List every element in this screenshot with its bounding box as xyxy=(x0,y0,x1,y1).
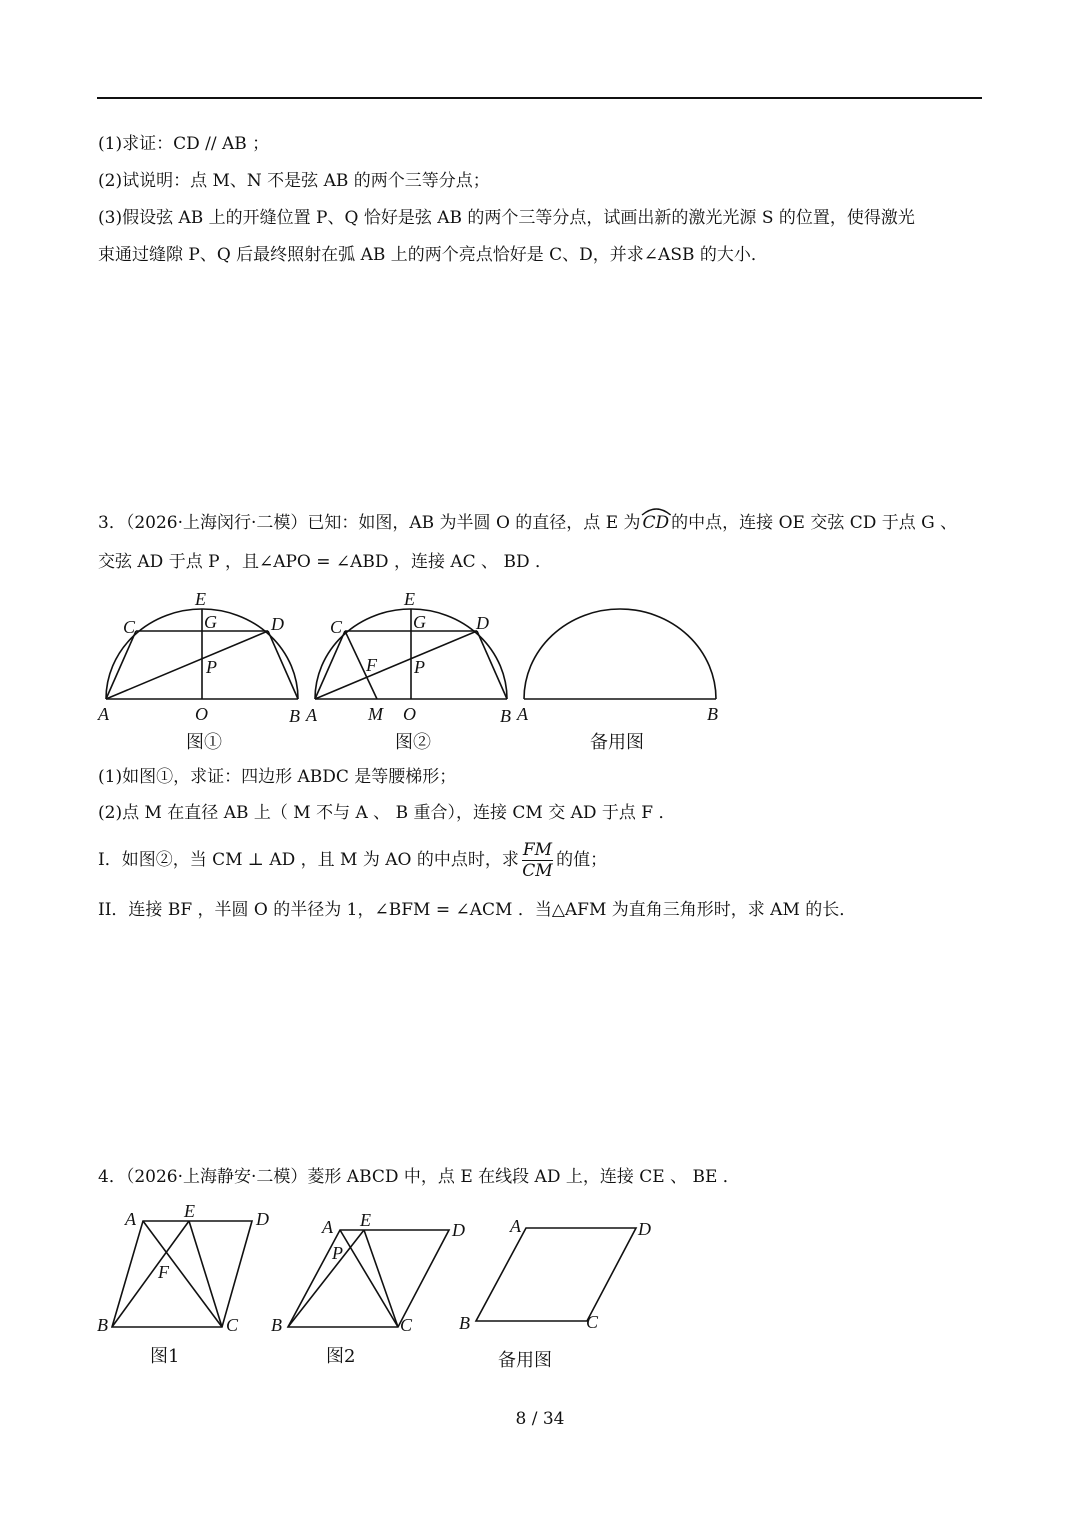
label-C: C xyxy=(330,617,343,637)
label-O: O xyxy=(403,704,416,724)
q3-line2: 交弦 AD 于点 P ，且∠APO = ∠ABD ，连接 AC 、 BD ． xyxy=(98,552,552,572)
q3-part-I xyxy=(98,840,607,881)
q3-figure-2 xyxy=(305,590,525,725)
label-E: E xyxy=(195,589,206,609)
label-E: E xyxy=(404,589,415,609)
q4-fig2-caption: 图2 xyxy=(326,1346,356,1367)
q3-line1-pre: 3．（2026·上海闵行·二模）已知：如图，AB 为半圆 O 的直径，点 E 为 xyxy=(98,513,641,533)
q4-line1: 4．（2026·上海静安·二模）菱形 ABCD 中，点 E 在线段 AD 上，连接 CE 、 BE ． xyxy=(98,1167,740,1187)
label-M: M xyxy=(368,704,383,724)
label-C: C xyxy=(123,617,136,637)
q4-fig1-caption: 图1 xyxy=(150,1346,180,1367)
fraction-denominator: CM xyxy=(522,861,553,881)
q3-part1: (1)如图①，求证：四边形 ABDC 是等腰梯形； xyxy=(98,767,457,787)
label-A: A xyxy=(322,1217,333,1237)
q4-figure-1 xyxy=(92,1200,269,1340)
q3-part-II: II．连接 BF ，半圆 O 的半径为 1，∠BFM = ∠ACM ．当△AFM 为直角三角形时，求 AM 的长． xyxy=(98,900,857,920)
label-C: C xyxy=(400,1315,413,1335)
label-D: D xyxy=(271,614,284,634)
label-A: A xyxy=(510,1216,521,1236)
fraction-numerator: FM xyxy=(522,840,553,860)
label-C: C xyxy=(586,1312,599,1332)
label-P: P xyxy=(332,1243,343,1263)
q4-figure-spare xyxy=(455,1210,665,1340)
label-A: A xyxy=(125,1209,136,1229)
label-B: B xyxy=(271,1315,282,1335)
q3-figure-1 xyxy=(96,590,316,725)
q2-part2: (2)试说明：点 M、N 不是弦 AB 的两个三等分点； xyxy=(98,171,490,191)
label-E: E xyxy=(184,1201,195,1221)
q2-part3-line2: 束通过缝隙 P、Q 后最终照射在弧 AB 上的两个亮点恰好是 C、D，并求∠ASB 的大小． xyxy=(98,245,768,265)
label-O: O xyxy=(195,704,208,724)
q3-fig3-caption: 备用图 xyxy=(590,732,644,753)
q3-part-I-post: 的值； xyxy=(556,850,608,870)
label-P: P xyxy=(206,657,217,677)
q4-figure-2 xyxy=(268,1200,478,1340)
q3-line1-post: 的中点，连接 OE 交弦 CD 于点 G 、 xyxy=(671,513,958,533)
label-E: E xyxy=(360,1210,371,1230)
label-D: D xyxy=(638,1219,651,1239)
q3-figure-spare xyxy=(512,590,732,725)
label-B: B xyxy=(500,706,511,726)
q3-fig1-caption: 图① xyxy=(186,732,222,753)
label-D: D xyxy=(256,1209,269,1229)
q2-part1: (1)求证：CD // AB ； xyxy=(98,134,270,154)
fraction-fm-cm xyxy=(522,840,553,881)
label-B: B xyxy=(459,1313,470,1333)
label-F: F xyxy=(158,1262,169,1282)
label-D: D xyxy=(476,613,489,633)
label-B: B xyxy=(289,706,300,726)
arc-cd xyxy=(641,512,672,534)
label-C: C xyxy=(226,1315,239,1335)
q3-part-I-pre: I．如图②，当 CM ⊥ AD ，且 M 为 AO 的中点时，求 xyxy=(98,850,519,870)
arc-cd-label: CD xyxy=(642,513,670,533)
label-B: B xyxy=(97,1315,108,1335)
q3-fig2-caption: 图② xyxy=(395,732,431,753)
q4-fig3-caption: 备用图 xyxy=(498,1350,552,1371)
page-number: 8 / 34 xyxy=(515,1409,565,1429)
label-A: A xyxy=(517,704,528,724)
label-G: G xyxy=(204,612,217,632)
label-F: F xyxy=(366,655,377,675)
q3-part2: (2)点 M 在直径 AB 上（ M 不与 A 、 B 重合），连接 CM 交 AD 于点 F ． xyxy=(98,803,676,823)
q3-line1 xyxy=(98,512,957,534)
label-P: P xyxy=(414,657,425,677)
header-rule xyxy=(97,97,982,99)
label-D: D xyxy=(452,1220,465,1240)
label-A: A xyxy=(306,705,317,725)
label-B: B xyxy=(707,704,718,724)
q2-part3-line1: (3)假设弦 AB 上的开缝位置 P、Q 恰好是弦 AB 的两个三等分点，试画出新的激光光源 S 的位置，使得激光 xyxy=(98,208,915,228)
label-A: A xyxy=(98,704,109,724)
label-G: G xyxy=(413,612,426,632)
